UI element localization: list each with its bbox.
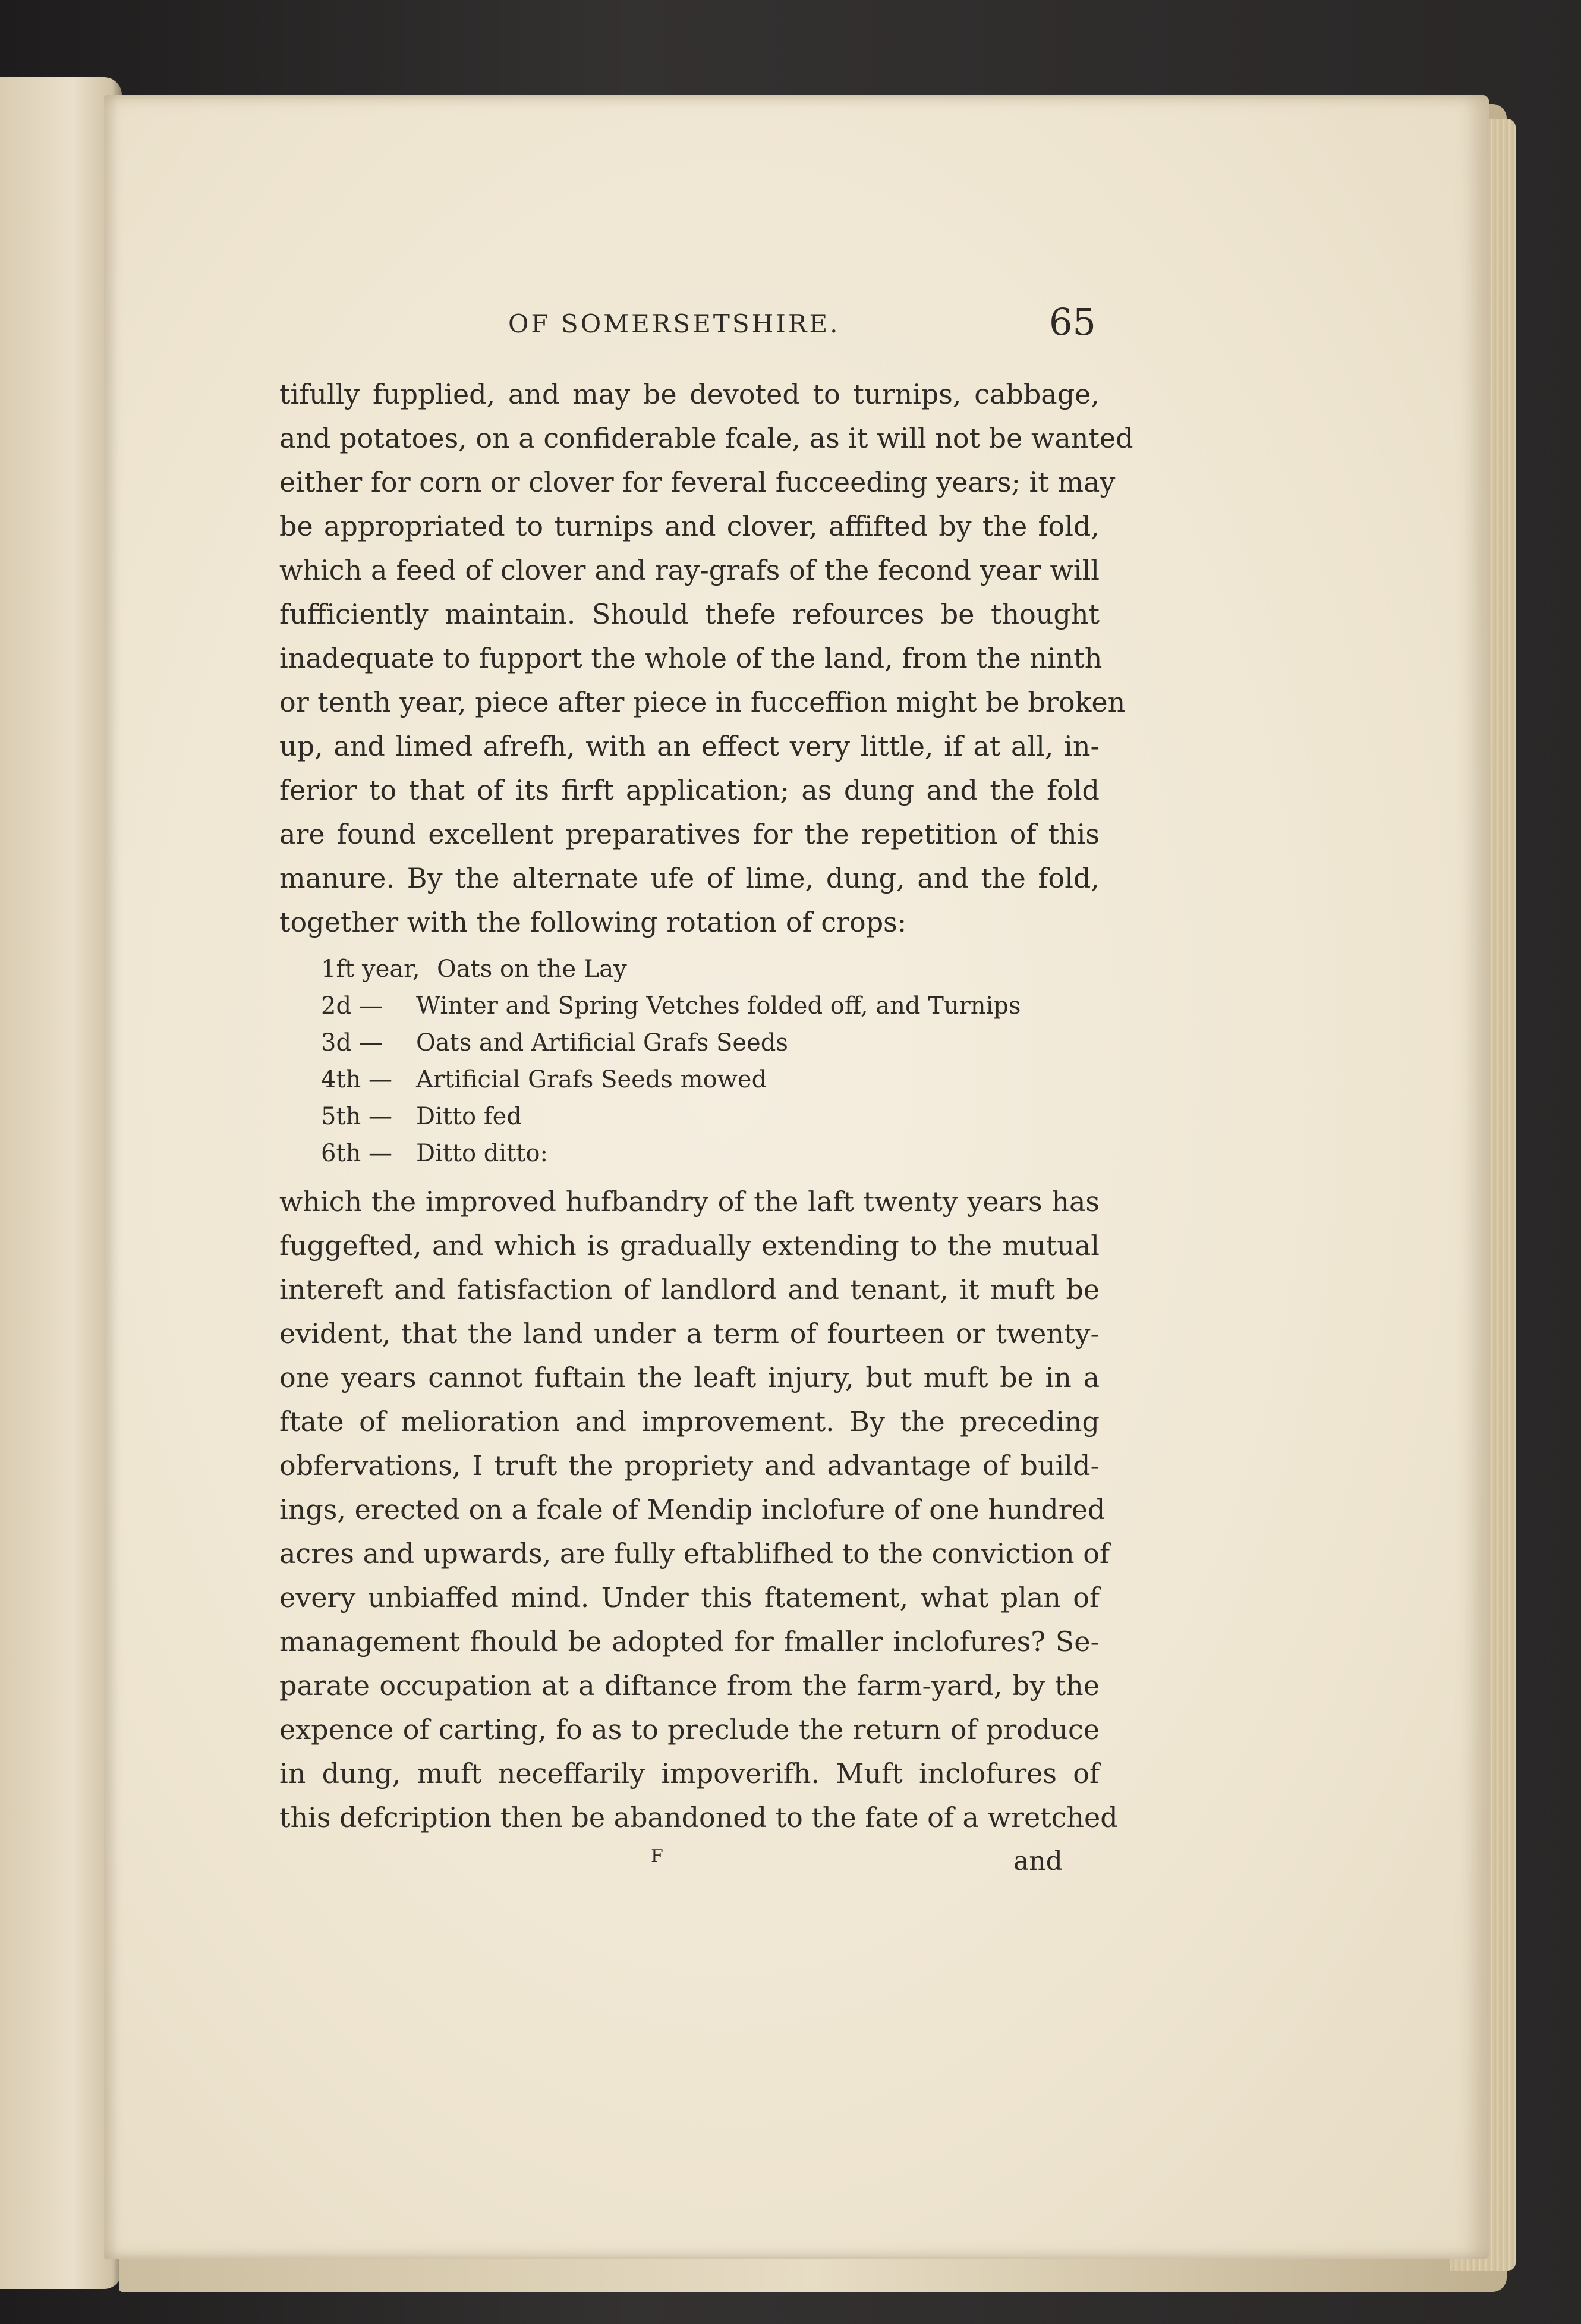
body-line: one years cannot fuftain the leaft injury, but muft be in a: [279, 1361, 1100, 1394]
body-line: intereft and fatisfaction of landlord and tenant, it muft be: [279, 1273, 1100, 1306]
body-line: ferior to that of its firft application; as dung and the fold: [279, 774, 1100, 806]
body-line: ings, erected on a fcale of Mendip inclofure of one hundred: [279, 1493, 1106, 1526]
rotation-year: 2d —: [321, 992, 383, 1020]
body-line: acres and upwards, are fully eftablifhed to the conviction of: [279, 1537, 1110, 1570]
body-line: together with the following rotation of crops:: [279, 906, 907, 938]
body-line: parate occupation at a diftance from the farm-yard, by the: [279, 1669, 1100, 1702]
body-line: fuggefted, and which is gradually extending to the mutual: [279, 1229, 1100, 1262]
rotation-crop: Artificial Grafs Seeds mowed: [416, 1066, 767, 1093]
body-line: which a feed of clover and ray-grafs of the fecond year will: [279, 554, 1100, 586]
running-head: OF SOMERSETSHIRE.: [508, 309, 840, 338]
rotation-year: 3d —: [321, 1029, 383, 1056]
rotation-year: 6th —: [321, 1140, 392, 1167]
body-line: are found excellent preparatives for the repetition of this: [279, 818, 1100, 850]
body-line: and potatoes, on a confiderable fcale, as it will not be wanted: [279, 422, 1133, 454]
body-line: fufficiently maintain. Should thefe refources be thought: [279, 598, 1100, 630]
body-line: which the improved hufbandry of the laft twenty years has: [279, 1185, 1100, 1218]
body-line: this defcription then be abandoned to the fate of a wretched: [279, 1801, 1118, 1834]
page-number: 65: [1049, 300, 1096, 344]
body-line: either for corn or clover for feveral fucceeding years; it may: [279, 466, 1116, 498]
rotation-crop: Oats and Artificial Grafs Seeds: [416, 1029, 788, 1056]
body-line: up, and limed afrefh, with an effect very little, if at all, in-: [279, 730, 1100, 762]
rotation-crop: Ditto fed: [416, 1103, 522, 1130]
rotation-crop: Oats on the Lay: [437, 955, 627, 983]
catchword: and: [1013, 1846, 1063, 1876]
body-line: or tenth year, piece after piece in fucceffion might be broken: [279, 686, 1126, 718]
rotation-year: 4th —: [321, 1066, 392, 1093]
body-line: inadequate to fupport the whole of the land, from the ninth: [279, 642, 1103, 674]
body-line: ftate of melioration and improvement. By the preceding: [279, 1405, 1100, 1438]
body-line: in dung, muft neceffarily impoverifh. Muft inclofures of: [279, 1757, 1100, 1790]
body-line: evident, that the land under a term of fourteen or twenty-: [279, 1317, 1100, 1350]
body-line: be appropriated to turnips and clover, affifted by the fold,: [279, 510, 1100, 542]
body-line: management fhould be adopted for fmaller inclofures? Se-: [279, 1625, 1100, 1658]
rotation-crop: Winter and Spring Vetches folded off, and Turnips: [416, 992, 1021, 1020]
body-line: expence of carting, fo as to preclude the return of produce: [279, 1713, 1100, 1746]
rotation-crop: Ditto ditto:: [416, 1140, 548, 1167]
body-line: manure. By the alternate ufe of lime, dung, and the fold,: [279, 862, 1100, 894]
rotation-year: 1ft year,: [321, 955, 420, 983]
body-line: tifully fupplied, and may be devoted to turnips, cabbage,: [279, 378, 1100, 410]
rotation-year: 5th —: [321, 1103, 392, 1130]
body-line: obfervations, I truft the propriety and advantage of build-: [279, 1449, 1100, 1482]
signature-mark: F: [651, 1846, 664, 1867]
body-line: every unbiaffed mind. Under this ftatement, what plan of: [279, 1581, 1100, 1614]
